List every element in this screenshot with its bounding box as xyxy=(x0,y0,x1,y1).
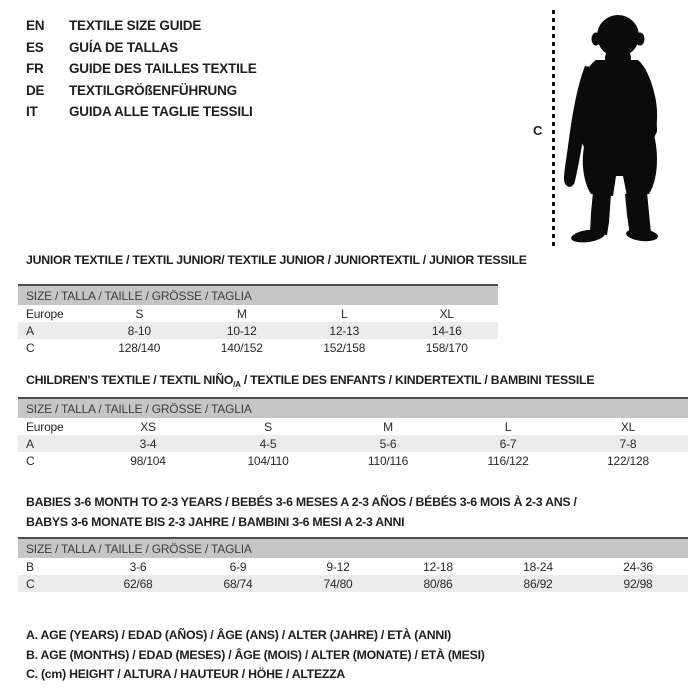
table-cell: 62/68 xyxy=(123,576,153,591)
table-cell: 14-16 xyxy=(431,323,462,338)
table-row-height xyxy=(18,452,688,469)
note-age-years: A. AGE (YEARS) / EDAD (AÑOS) / ÂGE (ANS) / ALTER (JAHRE) / ETÀ (ANNI) xyxy=(26,628,451,642)
language-row-fr xyxy=(26,58,257,80)
language-label: TEXTILE SIZE GUIDE xyxy=(69,18,202,33)
table-row-age-months xyxy=(18,558,688,575)
legend-notes xyxy=(26,626,485,685)
note-age-months: B. AGE (MONTHS) / EDAD (MESES) / ÂGE (MOIS) / ALTER (MONATE) / ETÀ (MESI) xyxy=(26,647,485,662)
table-cell: 5-6 xyxy=(379,436,397,451)
table-cell: 6-9 xyxy=(229,559,247,574)
childrens-textile-table xyxy=(18,397,688,469)
table-cell: 3-6 xyxy=(129,559,147,574)
size-header-band: SIZE / TALLA / TAILLE / GRÖSSE / TAGLIA xyxy=(18,286,498,305)
language-code: EN xyxy=(26,18,45,33)
size-header-band: SIZE / TALLA / TAILLE / GRÖSSE / TAGLIA xyxy=(18,399,688,418)
table-cell: XL xyxy=(620,419,636,434)
table-cell: 9-12 xyxy=(326,559,350,574)
table-cell: 92/98 xyxy=(623,576,653,591)
table-cell: 158/170 xyxy=(425,340,468,355)
table-cell: 122/128 xyxy=(607,453,649,468)
table-cell: 80/86 xyxy=(423,576,453,591)
language-label: GUIDE DES TAILLES TEXTILE xyxy=(69,61,257,76)
row-label: B xyxy=(26,559,34,574)
note-height-cm: C. (cm) HEIGHT / ALTURA / HAUTEUR / HÖHE / ALTEZZA xyxy=(26,667,346,681)
table-cell: M xyxy=(383,419,393,434)
table-cell: 4-5 xyxy=(259,436,277,451)
row-label: C xyxy=(26,453,35,468)
table-cell: M xyxy=(236,306,247,321)
language-code: FR xyxy=(26,61,44,76)
table-row-europe xyxy=(18,305,498,322)
language-row-de xyxy=(26,80,257,102)
table-cell: 10-12 xyxy=(226,323,257,338)
language-label: TEXTILGRÖßENFÜHRUNG xyxy=(69,82,237,98)
junior-textile-table xyxy=(18,284,498,356)
table-cell: 98/104 xyxy=(130,453,166,468)
table-cell: 68/74 xyxy=(223,576,253,591)
height-measure-label-c: C xyxy=(533,123,543,138)
row-label: Europe xyxy=(26,306,64,321)
row-label: C xyxy=(26,576,35,591)
table-cell: S xyxy=(264,419,272,434)
childrens-textile-title xyxy=(26,373,594,387)
babies-textile-title xyxy=(26,493,646,532)
table-row-europe xyxy=(18,418,688,435)
language-row-it xyxy=(26,101,257,123)
table-row-age xyxy=(18,435,688,452)
height-dashed-line xyxy=(552,10,555,247)
title-line-1: BABIES 3-6 MONTH TO 2-3 YEARS / BEBÉS 3-6 MESES A 2-3 AÑOS / BÉBÉS 3-6 MOIS À 2-3 ANS / xyxy=(26,495,577,509)
table-cell: L xyxy=(341,306,348,321)
language-code: DE xyxy=(26,82,45,98)
table-cell: 104/110 xyxy=(247,453,289,468)
table-cell: S xyxy=(135,306,144,321)
language-label: GUIDA ALLE TAGLIE TESSILI xyxy=(69,104,253,119)
table-cell: 74/80 xyxy=(323,576,353,591)
table-row-age xyxy=(18,322,498,339)
row-label: A xyxy=(26,323,34,338)
row-label: C xyxy=(26,340,35,355)
language-row-es xyxy=(26,37,257,59)
title-part: / TEXTILE DES ENFANTS / KINDERTEXTIL / BAMBINI TESSILE xyxy=(240,373,595,387)
table-cell: 24-36 xyxy=(623,559,653,574)
table-cell: XL xyxy=(439,306,454,321)
table-cell: 110/116 xyxy=(367,453,409,468)
size-header-band: SIZE / TALLA / TAILLE / GRÖSSE / TAGLIA xyxy=(18,539,688,558)
table-cell: 6-7 xyxy=(499,436,517,451)
toddler-silhouette-icon xyxy=(561,8,671,243)
language-list xyxy=(26,15,257,123)
language-row-en xyxy=(26,15,257,37)
title-part: CHILDREN'S TEXTILE / TEXTIL NIÑO xyxy=(26,373,234,387)
title-subscript: /A xyxy=(233,380,241,389)
table-cell: 12-18 xyxy=(423,559,453,574)
table-cell: 86/92 xyxy=(523,576,553,591)
table-cell: 128/140 xyxy=(118,340,161,355)
table-cell: 12-13 xyxy=(329,323,360,338)
table-cell: 140/152 xyxy=(220,340,263,355)
table-cell: 8-10 xyxy=(127,323,151,338)
title-line-2: BABYS 3-6 MONATE BIS 2-3 JAHRE / BAMBINI 3-6 MESI A 2-3 ANNI xyxy=(26,514,405,529)
junior-textile-title: JUNIOR TEXTILE / TEXTIL JUNIOR/ TEXTILE JUNIOR / JUNIORTEXTIL / JUNIOR TESSILE xyxy=(26,253,527,267)
table-cell: 18-24 xyxy=(523,559,553,574)
row-label: Europe xyxy=(26,419,64,434)
table-cell: 3-4 xyxy=(139,436,157,451)
language-code: ES xyxy=(26,39,44,55)
babies-textile-table xyxy=(18,537,688,592)
language-code: IT xyxy=(26,104,38,119)
table-cell: XS xyxy=(140,419,156,434)
row-label: A xyxy=(26,436,34,451)
table-cell: 152/158 xyxy=(323,340,366,355)
table-row-height xyxy=(18,575,688,592)
table-cell: L xyxy=(504,419,512,434)
language-label: GUÍA DE TALLAS xyxy=(69,39,178,55)
table-cell: 7-8 xyxy=(619,436,637,451)
table-row-height xyxy=(18,339,498,356)
table-cell: 116/122 xyxy=(487,453,529,468)
